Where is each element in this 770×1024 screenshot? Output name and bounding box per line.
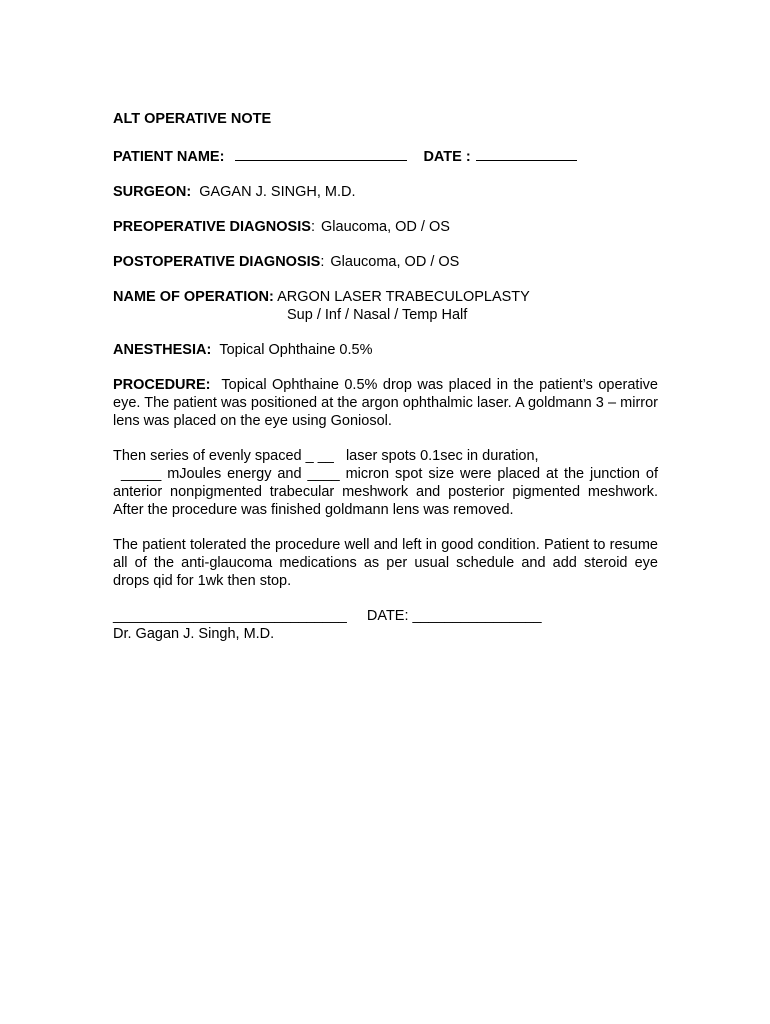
operation-sub: Sup / Inf / Nasal / Temp Half	[287, 307, 468, 323]
preop-label: PREOPERATIVE DIAGNOSIS	[113, 219, 311, 235]
date-label: DATE :	[423, 149, 471, 165]
document-title: ALT OPERATIVE NOTE	[113, 111, 272, 127]
patient-name-field[interactable]	[235, 146, 407, 161]
signature-date-label: DATE:	[366, 608, 409, 624]
operative-note-page	[113, 110, 658, 643]
preop-diagnosis-row	[113, 218, 658, 236]
laser-line-1: Then series of evenly spaced _ __ laser spots 0.1sec in duration,	[113, 448, 539, 464]
closing-paragraph: The patient tolerated the procedure well and left in good condition. Patient to resume all of the anti-glaucoma medications as per usual schedule and add steroid eye drops qid for 1wk then stop.	[113, 537, 658, 589]
laser-paragraph: _____ mJoules energy and ____ micron spot size were placed at the junction of anterior nonpigmented trabecular meshwork and posterior pigmented meshwork. After the procedure was finished goldmann lens was removed.	[113, 466, 658, 518]
patient-row	[113, 146, 658, 166]
postop-diagnosis-row	[113, 253, 658, 271]
postop-value: Glaucoma, OD / OS	[330, 254, 460, 270]
signatory-name: Dr. Gagan J. Singh, M.D.	[113, 626, 275, 642]
patient-name-label: PATIENT NAME:	[113, 149, 225, 165]
preop-value: Glaucoma, OD / OS	[321, 219, 450, 235]
anesthesia-row	[113, 341, 658, 359]
surgeon-row	[113, 183, 658, 201]
procedure-paragraph	[113, 376, 658, 430]
surgeon-label: SURGEON:	[113, 184, 192, 200]
signature-date-line[interactable]: ________________	[412, 608, 542, 624]
operation-value: ARGON LASER TRABECULOPLASTY	[277, 289, 530, 305]
postop-colon: :	[320, 254, 325, 270]
procedure-text: Topical Ophthaine 0.5% drop was placed in the patient’s operative eye. The patient was positioned at the argon ophthalmic laser. A goldmann 3 – mirror lens was placed on the eye using Goniosol.	[113, 377, 658, 429]
preop-colon: :	[310, 219, 315, 235]
operation-label: NAME OF OPERATION:	[113, 289, 274, 305]
anesthesia-label: ANESTHESIA:	[113, 342, 212, 358]
operation-row	[113, 288, 658, 306]
date-field[interactable]	[476, 146, 577, 161]
surgeon-value: GAGAN J. SINGH, M.D.	[199, 184, 356, 200]
procedure-label: PROCEDURE:	[113, 377, 211, 393]
signature-row	[113, 607, 658, 625]
signature-line[interactable]: _____________________________	[113, 608, 347, 624]
postop-label: POSTOPERATIVE DIAGNOSIS	[113, 254, 321, 270]
anesthesia-value: Topical Ophthaine 0.5%	[219, 342, 373, 358]
